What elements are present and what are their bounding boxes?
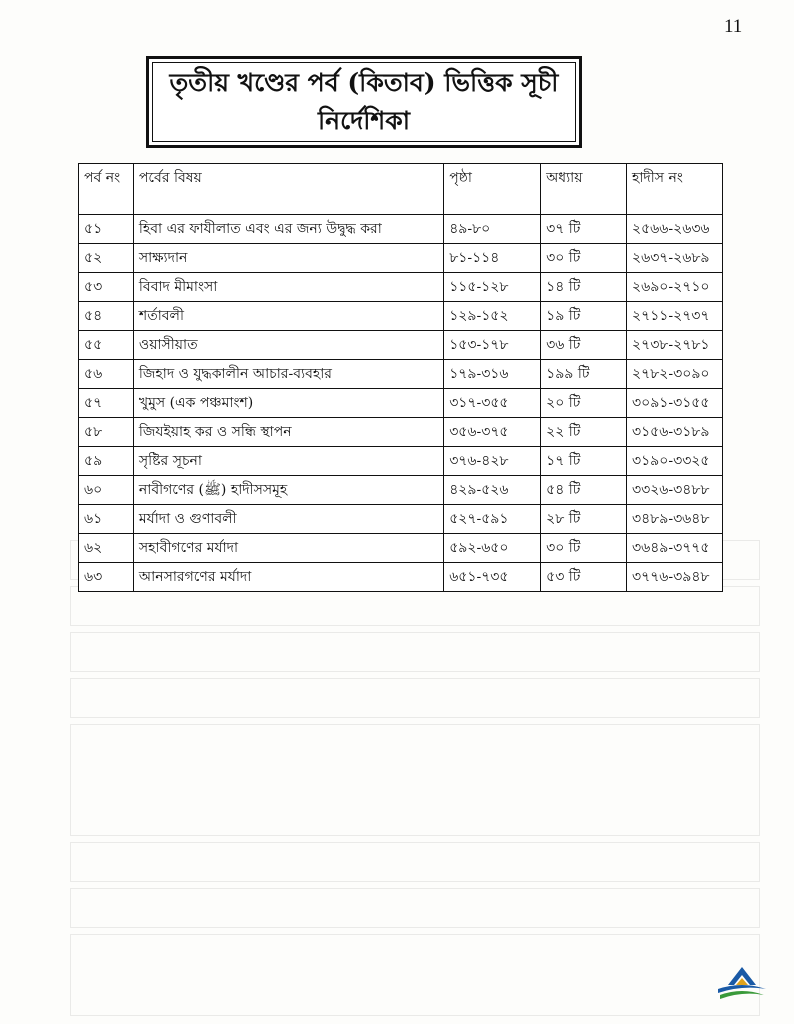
publisher-logo-icon <box>714 965 770 1005</box>
cell-subject: শর্তাবলী <box>133 302 443 331</box>
page-number: 11 <box>724 16 743 37</box>
cell-subject: জিহাদ ও যুদ্ধকালীন আচার-ব্যবহার <box>133 360 443 389</box>
cell-page: ৩১৭-৩৫৫ <box>444 389 541 418</box>
table-row <box>79 389 723 418</box>
cell-page: ৬৫১-৭৩৫ <box>444 563 541 592</box>
table-row <box>79 534 723 563</box>
cell-hadith: ২৬৯০-২৭১০ <box>626 273 722 302</box>
cell-num: ৫৪ <box>79 302 134 331</box>
table-row <box>79 331 723 360</box>
cell-page: ১৫৩-১৭৮ <box>444 331 541 360</box>
cell-hadith: ৩৬৪৯-৩৭৭৫ <box>626 534 722 563</box>
cell-chapter: ২০ টি <box>541 389 627 418</box>
table-row <box>79 273 723 302</box>
cell-chapter: ২২ টি <box>541 418 627 447</box>
header-hadith: হাদীস নং <box>626 164 722 215</box>
cell-num: ৫৬ <box>79 360 134 389</box>
table-row <box>79 360 723 389</box>
cell-chapter: ১৯৯ টি <box>541 360 627 389</box>
cell-hadith: ৩১৫৬-৩১৮৯ <box>626 418 722 447</box>
cell-subject: জিযইয়াহ কর ও সন্ধি স্থাপন <box>133 418 443 447</box>
cell-page: ৫৯২-৬৫০ <box>444 534 541 563</box>
cell-subject: ওয়াসীয়াত <box>133 331 443 360</box>
cell-chapter: ৩৭ টি <box>541 215 627 244</box>
cell-chapter: ৫৪ টি <box>541 476 627 505</box>
cell-chapter: ৩৬ টি <box>541 331 627 360</box>
cell-num: ৬২ <box>79 534 134 563</box>
cell-num: ৫২ <box>79 244 134 273</box>
cell-num: ৫৯ <box>79 447 134 476</box>
cell-page: ৩৫৬-৩৭৫ <box>444 418 541 447</box>
cell-chapter: ৩০ টি <box>541 534 627 563</box>
table-row <box>79 447 723 476</box>
cell-page: ৮১-১১৪ <box>444 244 541 273</box>
table-row <box>79 302 723 331</box>
cell-hadith: ৩৩২৬-৩৪৮৮ <box>626 476 722 505</box>
cell-num: ৫৩ <box>79 273 134 302</box>
cell-page: ৪২৯-৫২৬ <box>444 476 541 505</box>
header-num: পর্ব নং <box>79 164 134 215</box>
table-row <box>79 505 723 534</box>
cell-num: ৬০ <box>79 476 134 505</box>
cell-num: ৫৮ <box>79 418 134 447</box>
cell-chapter: ১৭ টি <box>541 447 627 476</box>
cell-subject: নাবীগণের (ﷺ) হাদীসসমূহ <box>133 476 443 505</box>
cell-hadith: ৩৪৮৯-৩৬৪৮ <box>626 505 722 534</box>
cell-chapter: ৩০ টি <box>541 244 627 273</box>
cell-chapter: ৫৩ টি <box>541 563 627 592</box>
cell-hadith: ২৭৮২-৩০৯০ <box>626 360 722 389</box>
cell-subject: আনসারগণের মর্যাদা <box>133 563 443 592</box>
header-page: পৃষ্ঠা <box>444 164 541 215</box>
cell-num: ৫৭ <box>79 389 134 418</box>
cell-num: ৫৫ <box>79 331 134 360</box>
cell-hadith: ২৫৬৬-২৬৩৬ <box>626 215 722 244</box>
cell-chapter: ১৯ টি <box>541 302 627 331</box>
title-line-1: তৃতীয় খণ্ডের পর্ব (কিতাব) ভিত্তিক সূচী <box>169 68 559 97</box>
cell-page: ১২৯-১৫২ <box>444 302 541 331</box>
table-row <box>79 476 723 505</box>
cell-page: ৪৯-৮০ <box>444 215 541 244</box>
bleed-through-background <box>70 540 760 1000</box>
cell-subject: সহাবীগণের মর্যাদা <box>133 534 443 563</box>
cell-subject: খুমুস (এক পঞ্চমাংশ) <box>133 389 443 418</box>
cell-num: ৬১ <box>79 505 134 534</box>
cell-page: ৩৭৬-৪২৮ <box>444 447 541 476</box>
header-chapter: অধ্যায় <box>541 164 627 215</box>
cell-hadith: ২৬৩৭-২৬৮৯ <box>626 244 722 273</box>
cell-subject: বিবাদ মীমাংসা <box>133 273 443 302</box>
header-subject: পর্বের বিষয় <box>133 164 443 215</box>
table-row <box>79 418 723 447</box>
cell-subject: সৃষ্টির সূচনা <box>133 447 443 476</box>
cell-subject: সাক্ষ্যদান <box>133 244 443 273</box>
cell-hadith: ২৭৩৮-২৭৮১ <box>626 331 722 360</box>
cell-num: ৬৩ <box>79 563 134 592</box>
cell-num: ৫১ <box>79 215 134 244</box>
cell-hadith: ৩০৯১-৩১৫৫ <box>626 389 722 418</box>
table-row <box>79 244 723 273</box>
cell-hadith: ৩৭৭৬-৩৯৪৮ <box>626 563 722 592</box>
cell-hadith: ৩১৯০-৩৩২৫ <box>626 447 722 476</box>
cell-page: ১৭৯-৩১৬ <box>444 360 541 389</box>
cell-page: ১১৫-১২৮ <box>444 273 541 302</box>
table-header-row <box>79 164 723 215</box>
title-line-2: নির্দেশিকা <box>318 106 410 135</box>
cell-subject: হিবা এর ফাযীলাত এবং এর জন্য উদ্বুদ্ধ করা <box>133 215 443 244</box>
cell-hadith: ২৭১১-২৭৩৭ <box>626 302 722 331</box>
table-row <box>79 563 723 592</box>
cell-chapter: ১৪ টি <box>541 273 627 302</box>
title-box <box>146 56 582 148</box>
cell-page: ৫২৭-৫৯১ <box>444 505 541 534</box>
cell-subject: মর্যাদা ও গুণাবলী <box>133 505 443 534</box>
cell-chapter: ২৮ টি <box>541 505 627 534</box>
table-row <box>79 215 723 244</box>
book-index-table <box>78 163 723 592</box>
